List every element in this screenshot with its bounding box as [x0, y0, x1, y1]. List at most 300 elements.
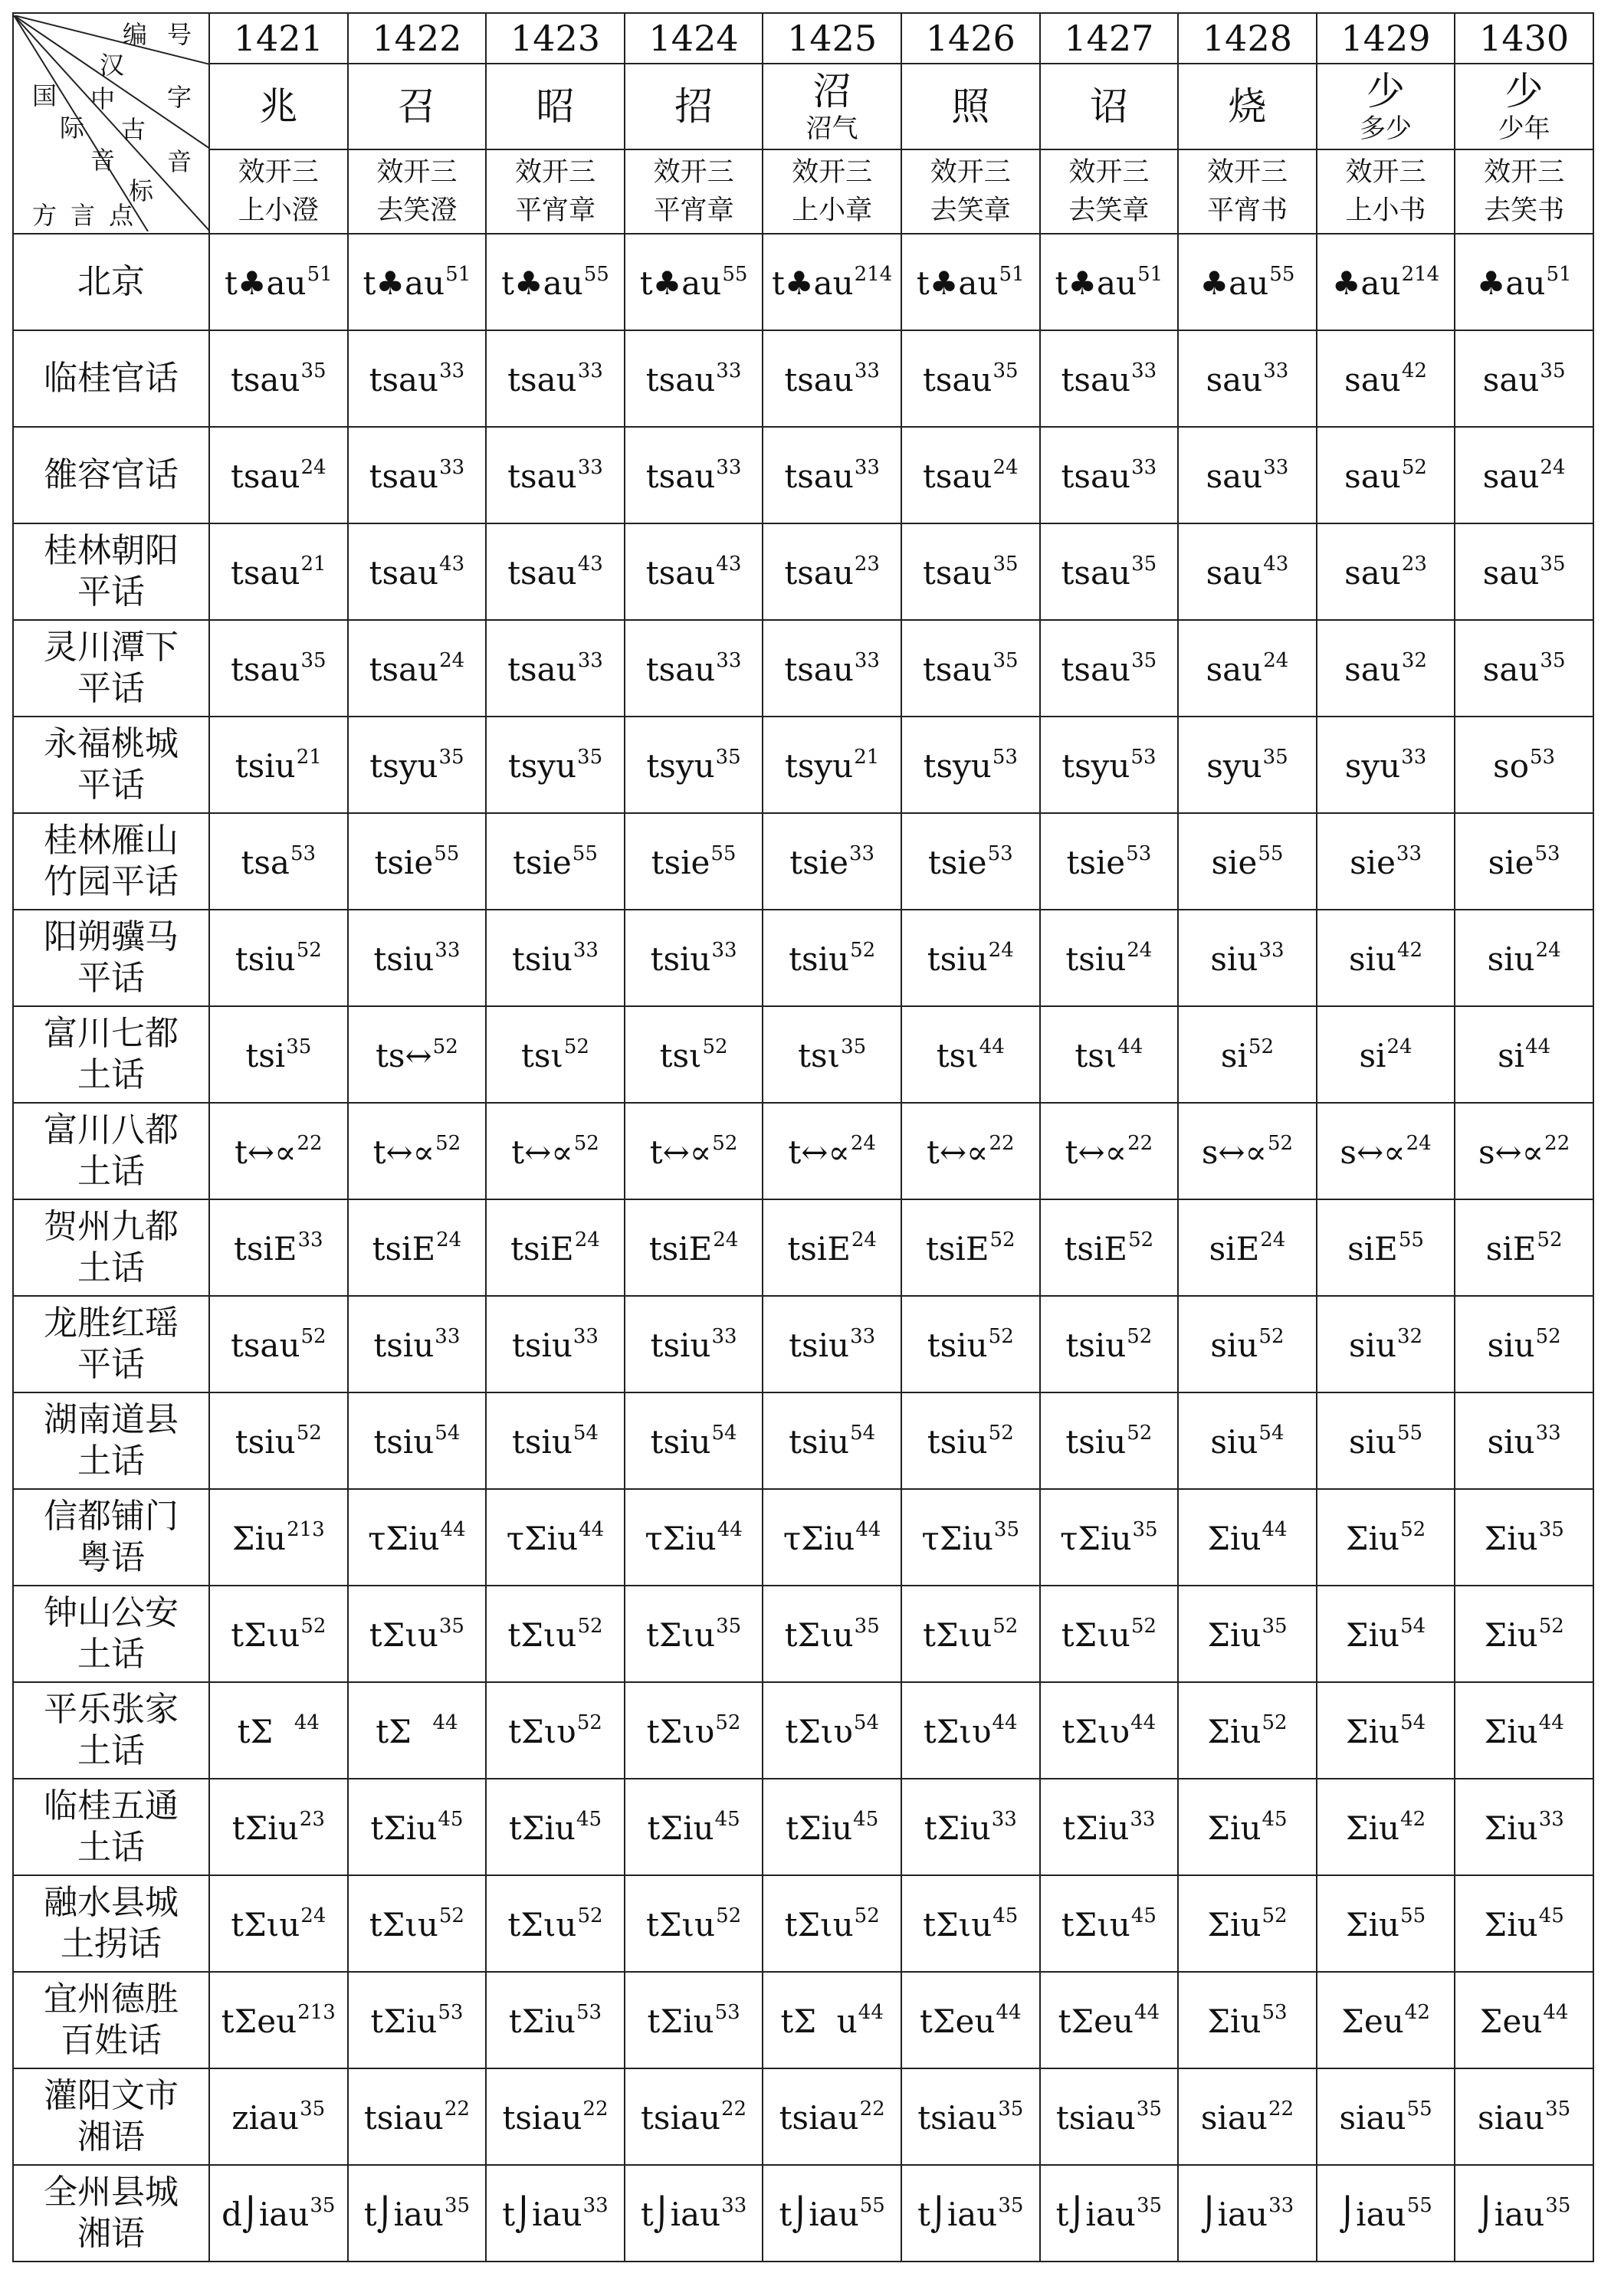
dialect-location-line: 平话 — [77, 669, 145, 708]
ipa-syllable: tsiau — [641, 2098, 721, 2137]
ipa-syllable: tsiau — [1055, 2098, 1136, 2137]
middle-chinese-line: 效开三 — [376, 157, 458, 188]
pronunciation-cell — [486, 2165, 625, 2262]
ipa-transcription — [1360, 1037, 1412, 1074]
pronunciation-cell — [901, 330, 1040, 427]
tone-value: 214 — [854, 262, 893, 286]
ipa-syllable: tsyu — [1061, 746, 1130, 785]
ipa-transcription — [650, 1133, 738, 1171]
middle-chinese-line: 效开三 — [514, 157, 596, 188]
middle-chinese-line: 效开三 — [1068, 157, 1150, 188]
ipa-syllable: Σeu — [1341, 2002, 1404, 2040]
tone-value: 52 — [1262, 1711, 1288, 1734]
pronunciation-cell — [348, 813, 487, 910]
corner-label-gu: 古 — [121, 115, 146, 144]
pronunciation-cell — [625, 1199, 763, 1296]
tone-value: 35 — [993, 648, 1019, 672]
tone-value: 54 — [573, 1421, 599, 1445]
dialect-location-line: 湖南道县 — [44, 1400, 179, 1439]
ipa-transcription — [376, 1037, 458, 1074]
ipa-syllable: tΣιυ — [923, 1712, 992, 1750]
ipa-syllable: tΣιu — [784, 1905, 854, 1943]
ipa-syllable: tsι — [798, 1036, 841, 1074]
ipa-syllable: tsiE — [510, 1229, 574, 1268]
ipa-syllable: t♣au — [1055, 264, 1137, 302]
tone-value: 54 — [1258, 1421, 1285, 1445]
tone-value: 54 — [1400, 1711, 1426, 1734]
pronunciation-cell — [1455, 620, 1593, 717]
pronunciation-cell — [486, 910, 625, 1006]
tone-value: 33 — [721, 2193, 747, 2217]
ipa-transcription — [648, 2002, 740, 2040]
ipa-transcription — [221, 2193, 336, 2233]
pronunciation-cell — [209, 717, 348, 813]
pronunciation-cell — [625, 1972, 763, 2068]
ipa-syllable: sau — [1482, 650, 1540, 688]
pronunciation-cell — [348, 620, 487, 717]
pronunciation-cell — [1455, 717, 1593, 813]
ipa-transcription — [507, 1906, 602, 1943]
ipa-transcription — [372, 1230, 462, 1268]
character-cell — [625, 64, 763, 149]
pronunciation-cell — [209, 1006, 348, 1103]
tone-value: 33 — [1131, 359, 1157, 382]
ipa-transcription — [373, 1423, 460, 1461]
pronunciation-cell — [763, 1199, 901, 1296]
pronunciation-cell — [901, 523, 1040, 620]
ipa-syllable: t↔∝ — [649, 1133, 712, 1171]
ipa-syllable: tsyu — [646, 746, 715, 785]
ipa-transcription — [235, 747, 322, 785]
pronunciation-cell — [209, 1103, 348, 1199]
ipa-syllable: tΣiu — [1062, 1809, 1130, 1847]
ipa-transcription — [1346, 1616, 1426, 1654]
pronunciation-cell — [1040, 1779, 1179, 1875]
pronunciation-cell — [625, 2165, 763, 2262]
ipa-syllable: t⌡iau — [502, 2195, 582, 2233]
ipa-transcription — [369, 747, 464, 785]
ipa-transcription — [1061, 648, 1157, 688]
ipa-transcription — [512, 940, 599, 978]
corner-label-zi: 字 — [167, 83, 192, 112]
pronunciation-cell — [209, 2165, 348, 2262]
pronunciation-cell — [209, 1682, 348, 1779]
ipa-transcription — [501, 264, 609, 302]
corner-label-zhong: 中 — [90, 84, 116, 113]
ipa-transcription — [1207, 1713, 1287, 1750]
ipa-syllable: tsiu — [373, 1326, 435, 1364]
middle-chinese-cell — [209, 149, 348, 234]
ipa-syllable: ♣au — [1476, 264, 1546, 302]
tone-value: 33 — [716, 648, 742, 672]
tone-value: 35 — [998, 2193, 1024, 2217]
pronunciation-cell — [348, 1682, 487, 1779]
dialect-location-line: 贺州九都 — [44, 1207, 179, 1246]
pronunciation-cell — [209, 910, 348, 1006]
ipa-syllable: tsau — [922, 457, 993, 495]
ipa-syllable: sau — [1206, 360, 1263, 399]
tone-value: 54 — [850, 1421, 876, 1445]
pronunciation-cell — [486, 1006, 625, 1103]
ipa-syllable: tsau — [784, 650, 854, 688]
ipa-syllable: ⌡iau — [1477, 2195, 1545, 2233]
pronunciation-cell — [209, 330, 348, 427]
tone-value: 55 — [859, 2193, 885, 2217]
pronunciation-cell — [1178, 1103, 1317, 1199]
ipa-transcription — [1055, 2193, 1163, 2233]
pronunciation-cell — [209, 1296, 348, 1392]
dialect-location-line: 湘语 — [77, 2214, 145, 2253]
middle-chinese-line: 去笑书 — [1484, 195, 1565, 226]
tone-value: 33 — [582, 2193, 609, 2217]
pronunciation-cell — [209, 1489, 348, 1586]
ipa-syllable: t♣au — [501, 264, 583, 302]
ipa-transcription — [245, 1037, 311, 1074]
tone-value: 24 — [300, 455, 326, 479]
ipa-syllable: tΣιu — [784, 1615, 854, 1654]
ipa-syllable: tsiE — [925, 1229, 989, 1268]
ipa-syllable: tΣeu — [1058, 2002, 1134, 2040]
ipa-syllable: tΣiu — [924, 1809, 991, 1847]
ipa-transcription — [235, 1133, 323, 1171]
ipa-syllable: t⌡iau — [363, 2195, 444, 2233]
corner-label-dian: 点 — [109, 201, 134, 230]
character-glyph: 照 — [951, 84, 990, 129]
ipa-syllable: ⌡iau — [1339, 2195, 1406, 2233]
ipa-transcription — [230, 648, 326, 688]
ipa-syllable: siu — [1348, 1422, 1397, 1461]
ipa-syllable: tΣιu — [923, 1615, 993, 1654]
character-gloss: 沼气 — [806, 113, 858, 144]
table-row — [13, 910, 1593, 1006]
character-glyph: 少 — [1504, 69, 1544, 113]
tone-value: 43 — [716, 552, 742, 576]
ipa-syllable: tΣιυ — [646, 1712, 715, 1750]
tone-value: 33 — [1535, 1421, 1561, 1445]
tone-value: 22 — [859, 2097, 885, 2121]
ipa-syllable: Σiu — [1207, 1905, 1262, 1943]
ipa-syllable: tsiau — [502, 2098, 582, 2137]
tone-value: 24 — [850, 1131, 876, 1155]
ipa-syllable: t♣au — [772, 264, 854, 302]
ipa-syllable: syu — [1344, 746, 1401, 785]
ipa-transcription — [1075, 1037, 1143, 1074]
tone-value: 33 — [439, 455, 465, 479]
ipa-syllable: siE — [1347, 1229, 1398, 1268]
ipa-syllable: tsiu — [789, 940, 850, 978]
pronunciation-cell — [1455, 1392, 1593, 1489]
ipa-transcription — [507, 648, 603, 688]
tone-value: 33 — [848, 841, 875, 865]
ipa-transcription — [647, 1713, 741, 1750]
ipa-transcription — [368, 1517, 466, 1557]
ipa-transcription — [511, 1133, 599, 1171]
ipa-transcription — [235, 940, 322, 978]
ipa-transcription — [784, 554, 880, 592]
ipa-transcription — [231, 1616, 326, 1654]
pronunciation-cell — [1455, 330, 1593, 427]
ipa-transcription — [923, 361, 1019, 399]
ipa-syllable: tΣιu — [231, 1905, 300, 1943]
tone-value: 42 — [1404, 2000, 1430, 2024]
tone-value: 52 — [1400, 1517, 1426, 1541]
tone-value: 52 — [1130, 1614, 1157, 1638]
ipa-syllable: tΣιu — [369, 1615, 438, 1654]
pronunciation-cell — [1040, 1103, 1179, 1199]
tone-value: 45 — [576, 1807, 602, 1831]
pronunciation-cell — [1455, 1006, 1593, 1103]
char-number-cell: 1421 — [209, 13, 348, 64]
ipa-transcription — [1349, 940, 1422, 978]
table-row — [13, 717, 1593, 813]
corner-label-hao: 号 — [167, 20, 192, 49]
ipa-transcription — [231, 1517, 325, 1557]
tone-value: 43 — [1263, 552, 1289, 576]
tone-value: 52 — [989, 1228, 1015, 1251]
pronunciation-cell — [209, 620, 348, 717]
pronunciation-cell — [625, 1296, 763, 1392]
ipa-syllable: τΣiu — [1060, 1519, 1132, 1557]
pronunciation-cell — [625, 330, 763, 427]
tone-value: 51 — [1137, 262, 1163, 286]
ipa-syllable: tΣιu — [1061, 1905, 1130, 1943]
pronunciation-cell — [1178, 2165, 1317, 2262]
dialect-location-cell — [13, 234, 209, 330]
pronunciation-cell — [763, 234, 901, 330]
ipa-transcription — [789, 1324, 876, 1364]
tone-value: 33 — [1268, 2193, 1294, 2217]
ipa-transcription — [231, 2099, 325, 2137]
ipa-transcription — [1065, 940, 1152, 978]
char-number-cell: 1429 — [1317, 13, 1455, 64]
tone-value: 52 — [573, 1131, 599, 1155]
pronunciation-cell — [1040, 1489, 1179, 1586]
corner-label-guo: 国 — [32, 81, 57, 110]
ipa-syllable: tΣiu — [508, 1809, 576, 1847]
tone-value: 33 — [854, 359, 880, 382]
ipa-transcription — [1477, 264, 1572, 302]
ipa-transcription — [374, 841, 460, 881]
ipa-transcription — [923, 1906, 1018, 1943]
ipa-transcription — [241, 841, 317, 881]
ipa-transcription — [917, 264, 1025, 302]
pronunciation-cell — [1455, 427, 1593, 523]
ipa-syllable: tsie — [513, 843, 572, 881]
dialect-location-line: 富川七都 — [44, 1014, 179, 1053]
ipa-syllable: ♣au — [1199, 264, 1269, 302]
ipa-syllable: τΣiu — [645, 1519, 717, 1557]
tone-value: 24 — [713, 1228, 739, 1251]
tone-value: 22 — [1544, 1131, 1570, 1155]
pronunciation-cell — [486, 1779, 625, 1875]
ipa-transcription — [235, 1423, 322, 1461]
ipa-syllable: tsiu — [235, 746, 296, 785]
pronunciation-cell — [901, 427, 1040, 523]
ipa-transcription — [1488, 1423, 1561, 1461]
tone-value: 55 — [1406, 2097, 1432, 2121]
pronunciation-cell — [1317, 1489, 1455, 1586]
ipa-transcription — [785, 1906, 880, 1943]
pronunciation-cell — [348, 2068, 487, 2165]
tone-value: 53 — [438, 2000, 464, 2024]
ipa-syllable: tsau — [922, 553, 993, 592]
ipa-syllable: sau — [1206, 650, 1263, 688]
ipa-transcription — [640, 264, 748, 302]
dialect-location-line: 湘语 — [77, 2117, 145, 2157]
pronunciation-cell — [763, 1875, 901, 1972]
tone-value: 52 — [1127, 1324, 1153, 1348]
tone-value: 33 — [435, 1324, 461, 1348]
pronunciation-cell — [1317, 523, 1455, 620]
ipa-syllable: tsau — [1061, 553, 1131, 592]
tone-value: 43 — [577, 552, 603, 576]
pronunciation-cell — [625, 523, 763, 620]
pronunciation-cell — [348, 1489, 487, 1586]
tone-value: 22 — [297, 1131, 323, 1155]
ipa-syllable: τΣiu — [506, 1519, 579, 1557]
tone-value: 44 — [294, 1711, 320, 1734]
ipa-transcription — [646, 1616, 741, 1654]
middle-chinese-cell — [486, 149, 625, 234]
pronunciation-cell — [348, 1006, 487, 1103]
middle-chinese-line: 去笑章 — [1068, 195, 1150, 226]
ipa-transcription — [1493, 747, 1555, 785]
pronunciation-cell — [209, 1779, 348, 1875]
pronunciation-cell — [1317, 813, 1455, 910]
ipa-syllable: Σiu — [1345, 1615, 1400, 1654]
dialect-location-line: 桂林朝阳 — [44, 531, 179, 570]
middle-chinese-line: 上小澄 — [238, 195, 319, 226]
middle-chinese-cell — [901, 149, 1040, 234]
pronunciation-cell — [486, 1392, 625, 1489]
ipa-transcription — [1346, 1809, 1426, 1847]
ipa-transcription — [369, 1906, 464, 1943]
pronunciation-cell — [763, 1392, 901, 1489]
tone-value: 51 — [1546, 262, 1572, 286]
tone-value: 55 — [1269, 262, 1295, 286]
ipa-syllable: so — [1493, 746, 1530, 785]
tone-value: 52 — [854, 1904, 880, 1927]
ipa-transcription — [1065, 1324, 1153, 1364]
tone-value: 52 — [1401, 455, 1427, 479]
ipa-syllable: tsau — [369, 457, 439, 495]
ipa-syllable: τΣiu — [921, 1519, 993, 1557]
tone-value: 24 — [300, 1904, 326, 1927]
middle-chinese-line: 去笑澄 — [376, 195, 458, 226]
tone-value: 35 — [1540, 359, 1566, 382]
pronunciation-cell — [901, 813, 1040, 910]
ipa-transcription — [231, 1906, 326, 1943]
pronunciation-cell — [763, 717, 901, 813]
tone-value: 55 — [1258, 841, 1284, 865]
char-number-cell: 1422 — [348, 13, 487, 64]
ipa-syllable: tΣιu — [507, 1905, 577, 1943]
ipa-transcription — [502, 2099, 608, 2137]
pronunciation-cell — [486, 1875, 625, 1972]
pronunciation-cell — [901, 1103, 1040, 1199]
corner-diagonal-header — [14, 15, 209, 231]
tone-value: 43 — [439, 552, 465, 576]
pronunciation-cell — [348, 427, 487, 523]
ipa-transcription — [1483, 554, 1566, 592]
pronunciation-cell — [486, 234, 625, 330]
ipa-transcription — [511, 1324, 599, 1364]
dialect-location-line: 土话 — [77, 1731, 145, 1770]
ipa-syllable: tsiE — [787, 1229, 851, 1268]
ipa-syllable: Σiu — [1345, 1712, 1400, 1750]
ipa-syllable: tsau — [369, 650, 439, 688]
ipa-syllable: tsι — [520, 1036, 563, 1074]
tone-value: 35 — [993, 552, 1019, 576]
ipa-transcription — [1345, 1517, 1426, 1557]
tone-value: 35 — [1262, 1614, 1288, 1638]
corner-label-yin2: 音 — [167, 147, 192, 176]
ipa-transcription — [788, 1133, 876, 1171]
tone-value: 33 — [1263, 455, 1289, 479]
pronunciation-cell — [1178, 1199, 1317, 1296]
dialect-location-cell — [13, 1972, 209, 2068]
pronunciation-cell — [486, 717, 625, 813]
ipa-syllable: tsie — [789, 843, 848, 881]
ipa-transcription — [1206, 747, 1288, 785]
ipa-syllable: tsa — [241, 843, 290, 881]
ipa-transcription — [1065, 1230, 1154, 1268]
ipa-transcription — [369, 1616, 464, 1654]
tone-value: 52 — [850, 938, 876, 962]
pronunciation-cell — [1455, 910, 1593, 1006]
tone-value: 35 — [1540, 648, 1566, 672]
ipa-syllable: t↔∝ — [926, 1133, 989, 1171]
ipa-transcription — [1207, 1809, 1287, 1847]
pronunciation-cell — [1178, 1682, 1317, 1779]
pronunciation-cell — [763, 1103, 901, 1199]
tone-value: 52 — [300, 1324, 326, 1348]
dialect-location-line: 土话 — [77, 1055, 145, 1094]
tone-value: 22 — [1127, 1131, 1153, 1155]
ipa-transcription — [513, 841, 598, 881]
ipa-syllable: tsiu — [511, 1422, 573, 1461]
character-cell — [1455, 64, 1593, 149]
pronunciation-cell — [486, 813, 625, 910]
pronunciation-cell — [348, 1586, 487, 1682]
ipa-syllable: siu — [1210, 1422, 1258, 1461]
ipa-syllable: tsyu — [923, 746, 992, 785]
middle-chinese-line: 效开三 — [1345, 157, 1426, 188]
ipa-transcription — [373, 940, 460, 978]
ipa-transcription — [786, 1809, 878, 1847]
character-glyph: 诏 — [1089, 84, 1128, 129]
ipa-syllable: siau — [1339, 2098, 1406, 2137]
tone-value: 24 — [1406, 1131, 1432, 1155]
tone-value: 33 — [991, 1807, 1017, 1831]
tone-value: 44 — [1525, 1035, 1551, 1058]
ipa-transcription — [508, 747, 602, 785]
pronunciation-cell — [1317, 1103, 1455, 1199]
ipa-syllable: tsiu — [511, 1326, 573, 1364]
ipa-transcription — [1206, 361, 1289, 399]
dialect-location-line: 平话 — [77, 1345, 145, 1384]
ipa-transcription — [1207, 1616, 1287, 1654]
ipa-transcription — [231, 554, 326, 592]
pronunciation-cell — [901, 1779, 1040, 1875]
ipa-transcription — [923, 1616, 1018, 1654]
tone-value: 23 — [299, 1807, 325, 1831]
dialect-location-line: 土话 — [77, 1635, 145, 1674]
ipa-syllable: Σiu — [1484, 1712, 1538, 1750]
ipa-syllable: tsau — [369, 360, 439, 399]
ipa-transcription — [1211, 841, 1284, 881]
table-row — [13, 427, 1593, 523]
